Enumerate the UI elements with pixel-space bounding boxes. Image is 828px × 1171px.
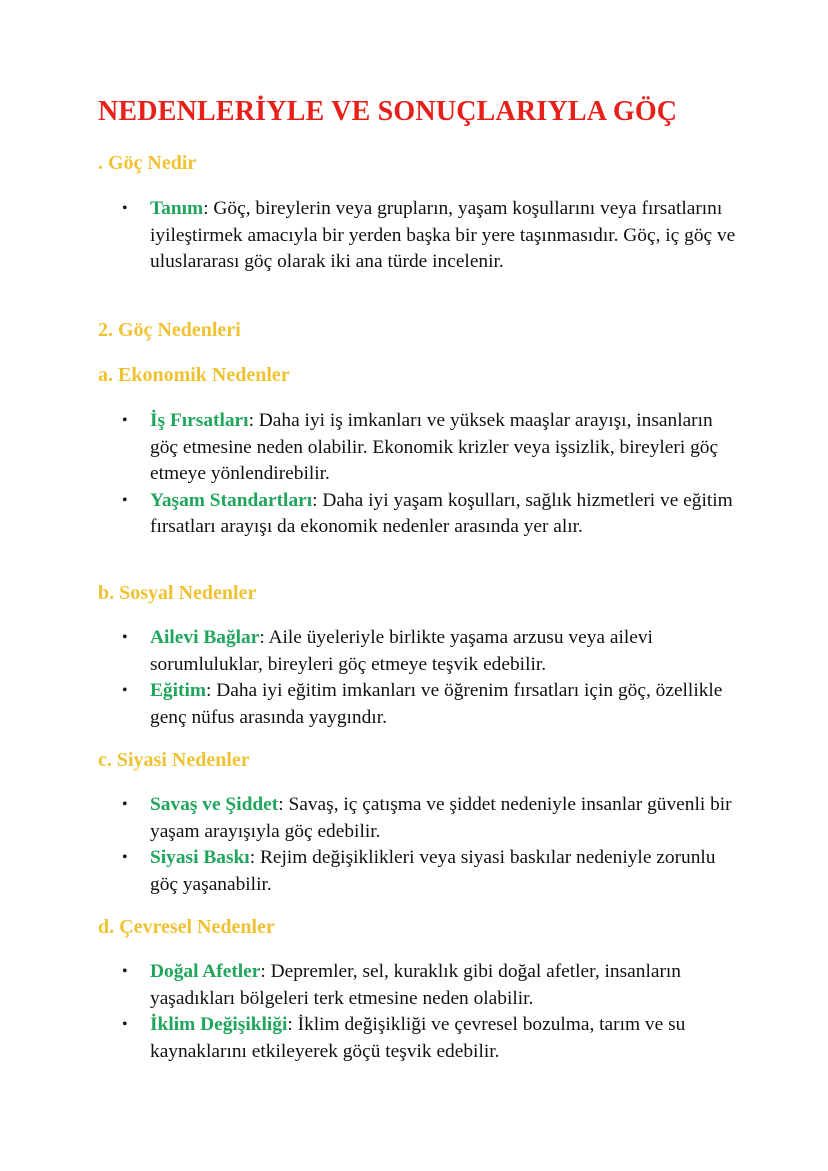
- list-item: [98, 845, 738, 898]
- bullet-icon: •: [122, 796, 128, 813]
- section-heading: 2. Göç Nedenleri: [98, 319, 241, 341]
- list-item: [98, 625, 738, 678]
- bullet-icon: •: [122, 200, 128, 217]
- bullet-icon: •: [122, 491, 128, 509]
- bullet-list: [98, 959, 738, 1065]
- term-label: Siyasi Baskı: [150, 847, 250, 868]
- section-heading: a. Ekonomik Nedenler: [98, 364, 290, 386]
- bullet-icon: •: [122, 963, 128, 980]
- term-label: Doğal Afetler: [150, 961, 261, 982]
- list-item: [98, 678, 738, 731]
- bullet-icon: •: [122, 412, 128, 429]
- bullet-list: [98, 792, 738, 898]
- bullet-icon: •: [122, 682, 128, 699]
- term-label: İş Fırsatları: [150, 410, 249, 431]
- list-item: [98, 196, 738, 276]
- list-item: [98, 408, 738, 488]
- bullet-list: [98, 408, 738, 541]
- term-description: : Rejim değişiklikleri veya siyasi baskılar nedeniyle zorunlu göç yaşanabilir.: [150, 847, 716, 895]
- bullet-icon: •: [122, 629, 128, 646]
- list-item: [98, 959, 738, 1012]
- bullet-list: [98, 625, 738, 731]
- term-description: : Savaş, iç çatışma ve şiddet nedeniyle insanlar güvenli bir yaşam arayışıyla göç edebilir.: [150, 794, 732, 842]
- document-title: NEDENLERİYLE VE SONUÇLARIYLA GÖÇ: [98, 96, 678, 127]
- section-heading: c. Siyasi Nedenler: [98, 749, 250, 771]
- term-description: : Daha iyi eğitim imkanları ve öğrenim fırsatları için göç, özellikle genç nüfus arasında yaygındır.: [150, 680, 723, 728]
- term-label: Eğitim: [150, 680, 207, 701]
- term-label: Ailevi Bağlar: [150, 627, 260, 648]
- section-heading: d. Çevresel Nedenler: [98, 916, 275, 938]
- section-heading: b. Sosyal Nedenler: [98, 582, 257, 604]
- bullet-list: [98, 196, 738, 276]
- term-description: : Depremler, sel, kuraklık gibi doğal afetler, insanların yaşadıkları bölgeleri terk etmesine neden olabilir.: [150, 961, 681, 1009]
- term-description: : Daha iyi yaşam koşulları, sağlık hizmetleri ve eğitim fırsatları arayışı da ekonomik nedenler arasında yer alır.: [150, 489, 733, 537]
- term-description: : İklim değişikliği ve çevresel bozulma, tarım ve su kaynaklarını etkileyerek göçü teşvik edebilir.: [150, 1014, 686, 1062]
- bullet-icon: •: [122, 849, 128, 866]
- list-item: [98, 792, 738, 845]
- term-description: : Aile üyeleriyle birlikte yaşama arzusu veya ailevi sorumluluklar, bireyleri göç etmeye teşvik edebilir.: [150, 627, 653, 675]
- term-label: Yaşam Standartları: [150, 489, 313, 511]
- term-description: : Göç, bireylerin veya grupların, yaşam koşullarını veya fırsatlarını iyileştirmek amacıyla bir yerden başka bir yere taşınmasıdır. Göç, iç göç ve uluslararası göç olarak iki ana türde incelenir.: [150, 198, 736, 272]
- term-label: İklim Değişikliği: [150, 1014, 288, 1035]
- list-item: [98, 488, 738, 541]
- bullet-icon: •: [122, 1016, 128, 1033]
- term-label: Tanım: [150, 198, 204, 219]
- section-heading: . Göç Nedir: [98, 152, 197, 174]
- list-item: [98, 1012, 738, 1065]
- term-description: : Daha iyi iş imkanları ve yüksek maaşlar arayışı, insanların göç etmesine neden olabilir. Ekonomik krizler veya işsizlik, bireyleri göç etmeye yönlendirebilir.: [150, 410, 719, 484]
- term-label: Savaş ve Şiddet: [150, 794, 279, 815]
